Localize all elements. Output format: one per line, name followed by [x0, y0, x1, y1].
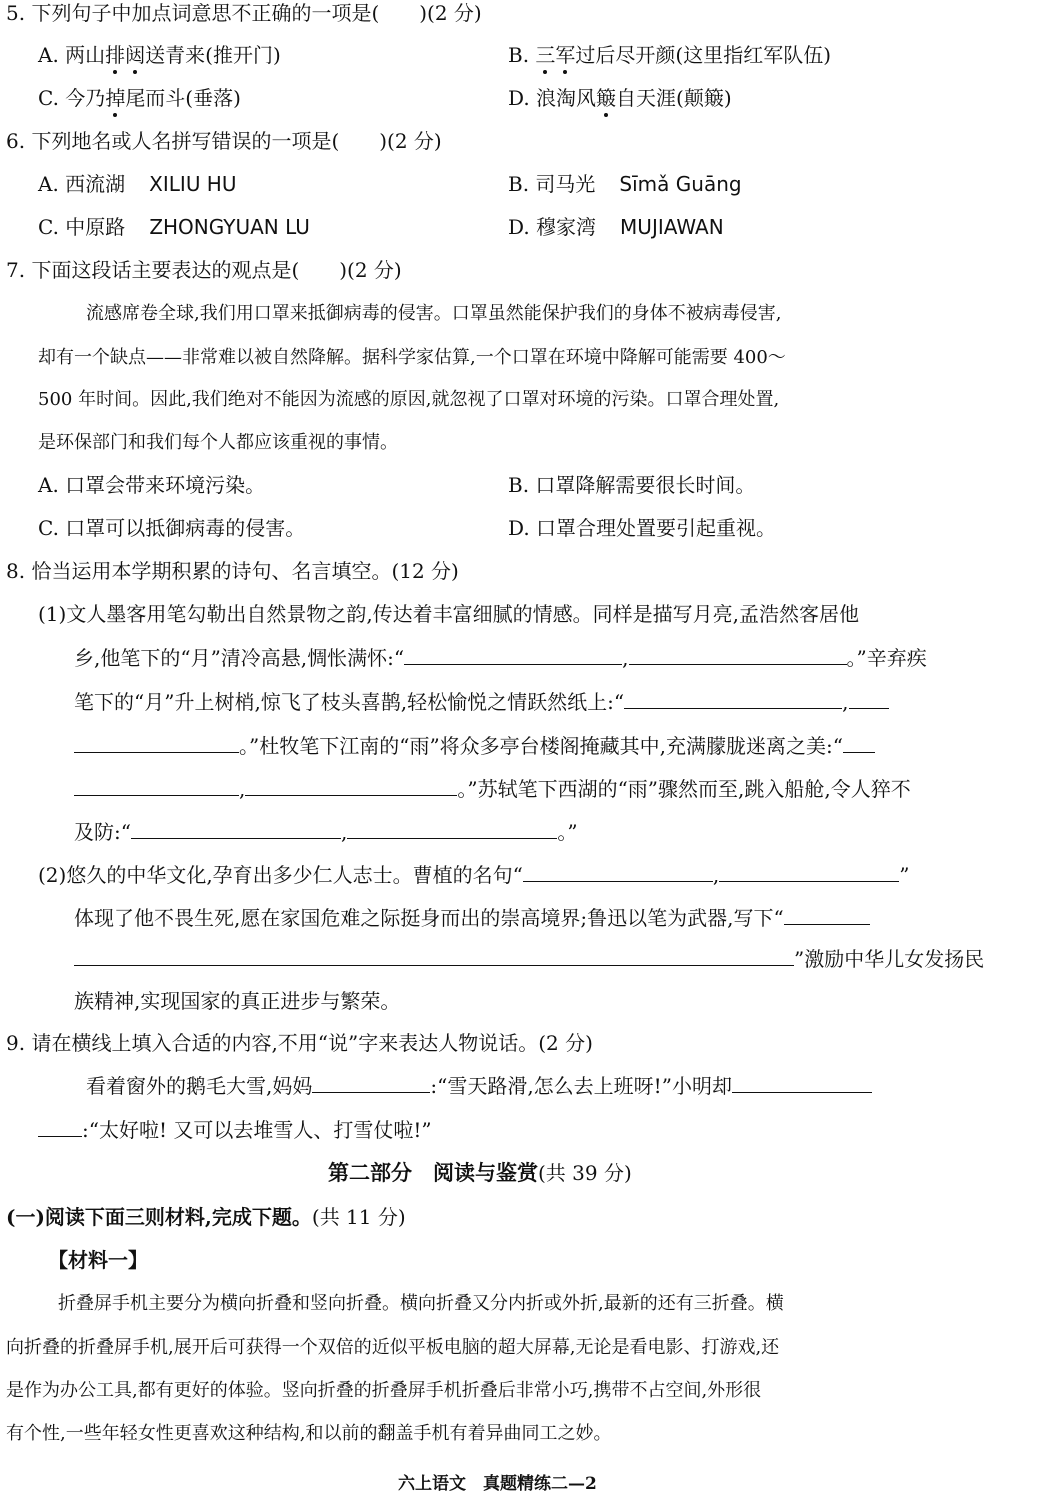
q8-l2-end: 。”辛弃疾 [846, 646, 927, 670]
q8-l2-text: 乡,他笔下的“月”清冷高悬,惆怅满怀:“ [74, 646, 405, 670]
q8-line7 [38, 861, 910, 888]
q7-option-d: D. 口罩合理处置要引起重视。 [508, 516, 777, 540]
q6-option-a [38, 171, 237, 197]
q5-c-post: 尾而斗(垂落) [125, 86, 241, 110]
part2-heading [328, 1160, 632, 1186]
q5-option-c [38, 85, 241, 111]
answer-blank[interactable] [624, 688, 842, 709]
page-footer: 六上语文 真题精练二—2 [398, 1474, 597, 1494]
q8-l7-comma: , [712, 863, 720, 887]
q8-l6-end: 。” [557, 820, 578, 844]
q5-option-a [38, 42, 281, 68]
q7-passage-line1: 流感席卷全球,我们用口罩来抵御病毒的侵害。口罩虽然能保护我们的身体不被病毒侵害, [86, 303, 782, 324]
q5-b-dot1: 三 [535, 43, 556, 67]
q8-line2 [74, 644, 927, 671]
q5-b-post: 过后尽开颜(这里指红军队伍) [575, 43, 832, 67]
q8-l8-text: 体现了他不畏生死,愿在家国危难之际挺身而出的崇高境界;鲁迅以笔为武器,写下“ [74, 906, 784, 930]
q8-stem: 8. 恰当运用本学期积累的诗句、名言填空。(12 分) [6, 559, 459, 583]
material1-line4: 有个性,一些年轻女性更喜欢这种结构,和以前的翻盖手机有着异曲同工之妙。 [6, 1423, 612, 1444]
q7-passage-line4: 是环保部门和我们每个人都应该重视的事情。 [38, 432, 398, 453]
q5-option-d [508, 85, 732, 111]
answer-blank[interactable] [719, 861, 899, 882]
q5-b-dot2: 军 [555, 43, 576, 67]
answer-blank[interactable] [38, 1116, 82, 1137]
q8-line6 [74, 818, 578, 845]
q5-a-post: 送青来(推开门) [145, 43, 281, 67]
q5-d-text: D. 浪淘风 [508, 86, 597, 110]
answer-blank[interactable] [74, 945, 794, 966]
answer-blank[interactable] [523, 861, 713, 882]
answer-blank[interactable] [849, 688, 889, 709]
answer-blank[interactable] [74, 732, 239, 753]
q9-line2 [38, 1116, 432, 1143]
q6-option-b [508, 171, 742, 197]
reading1-title: (一)阅读下面三则材料,完成下题。 [6, 1205, 312, 1229]
q7-option-b: B. 口罩降解需要很长时间。 [508, 473, 756, 497]
q8-l5-comma: , [239, 777, 246, 801]
material1-line1: 折叠屏手机主要分为横向折叠和竖向折叠。横向折叠又分内折或外折,最新的还有三折叠。横 [58, 1293, 784, 1314]
q8-line3 [74, 688, 889, 715]
q6-d-cn: D. 穆家湾 [508, 215, 597, 239]
q8-line10: 族精神,实现国家的真正进步与繁荣。 [74, 989, 401, 1013]
q7-stem: 7. 下面这段话主要表达的观点是( )(2 分) [6, 258, 402, 282]
material1-label: 【材料一】 [48, 1248, 148, 1272]
q6-b-cn: B. 司马光 [508, 172, 596, 196]
q5-c-text: C. 今乃 [38, 86, 106, 110]
q7-passage-line3: 500 年时间。因此,我们绝对不能因为流感的原因,就忽视了口罩对环境的污染。口罩合理处置, [38, 389, 780, 410]
q5-d-post: 自天涯(颠簸) [616, 86, 732, 110]
q8-l7-text: (2)悠久的中华文化,孕育出多少仁人志士。曹植的名句“ [38, 863, 523, 887]
q5-stem: 5. 下列句子中加点词意思不正确的一项是( )(2 分) [6, 1, 482, 25]
answer-blank[interactable] [843, 732, 875, 753]
q8-line8 [74, 904, 870, 931]
q8-l4-text: 。”杜牧笔下江南的“雨”将众多亭台楼阁掩藏其中,充满朦胧迷离之美:“ [239, 734, 843, 758]
q8-l5-text: 。”苏轼笔下西湖的“雨”骤然而至,跳入船舱,令人猝不 [457, 777, 911, 801]
q9-l2-text: :“太好啦! 又可以去堆雪人、打雪仗啦!” [82, 1118, 432, 1142]
q8-line5 [74, 775, 911, 802]
q5-a-dot1: 排 [105, 43, 126, 67]
q5-d-dot1: 簸 [596, 86, 617, 110]
material1-line3: 是作为办公工具,都有更好的体验。竖向折叠的折叠屏手机折叠后非常小巧,携带不占空间,外形很 [6, 1380, 762, 1401]
q7-option-a: A. 口罩会带来环境污染。 [38, 473, 266, 497]
q8-l7-end: ” [899, 863, 910, 887]
q6-option-d [508, 214, 724, 240]
answer-blank[interactable] [732, 1072, 872, 1093]
q6-d-pinyin: MUJIAWAN [620, 215, 724, 239]
material1-line2: 向折叠的折叠屏手机,展开后可获得一个双倍的近似平板电脑的超大屏幕,无论是看电影、打游戏,还 [6, 1337, 780, 1358]
q8-l6-text: 及防:“ [74, 820, 131, 844]
q9-l1-text: 看着窗外的鹅毛大雪,妈妈 [86, 1074, 313, 1098]
reading1-heading [6, 1204, 406, 1230]
q8-line9 [74, 945, 984, 972]
q8-line4 [74, 732, 875, 759]
q5-c-dot1: 掉 [105, 86, 126, 110]
q8-l3-text: 笔下的“月”升上树梢,惊飞了枝头喜鹊,轻松愉悦之情跃然纸上:“ [74, 690, 625, 714]
part2-title: 第二部分 阅读与鉴赏 [328, 1160, 538, 1185]
q9-line1 [86, 1072, 872, 1099]
q6-a-pinyin: XILIU HU [149, 172, 237, 196]
answer-blank[interactable] [629, 644, 847, 665]
answer-blank[interactable] [347, 818, 557, 839]
answer-blank[interactable] [404, 644, 622, 665]
q5-option-b [508, 42, 831, 68]
q7-passage-line2: 却有一个缺点——非常难以被自然降解。据科学家估算,一个口罩在环境中降解可能需要 400～ [38, 347, 786, 368]
q9-stem: 9. 请在横线上填入合适的内容,不用“说”字来表达人物说话。(2 分) [6, 1031, 593, 1055]
q5-b-text: B. [508, 43, 536, 67]
q6-b-pinyin: Sīmǎ Guāng [619, 172, 742, 196]
q6-c-pinyin: ZHONGYUAN LU [149, 215, 310, 239]
answer-blank[interactable] [74, 775, 239, 796]
reading1-score: (共 11 分) [311, 1205, 406, 1229]
answer-blank[interactable] [312, 1072, 430, 1093]
part2-score: (共 39 分) [538, 1161, 632, 1185]
q5-a-dot2: 闼 [125, 43, 146, 67]
q6-c-cn: C. 中原路 [38, 215, 126, 239]
answer-blank[interactable] [784, 904, 870, 925]
q8-l2-comma: , [622, 646, 629, 670]
q5-a-text: A. 两山 [38, 43, 106, 67]
q6-stem: 6. 下列地名或人名拼写错误的一项是( )(2 分) [6, 129, 442, 153]
q7-option-c: C. 口罩可以抵御病毒的侵害。 [38, 516, 306, 540]
q8-l6-comma: , [340, 820, 348, 844]
q6-a-cn: A. 西流湖 [38, 172, 126, 196]
q6-option-c [38, 214, 310, 240]
answer-blank[interactable] [245, 775, 457, 796]
q8-l9-text: ”激励中华儿女发扬民 [794, 947, 985, 971]
q9-l1-text2: :“雪天路滑,怎么去上班呀!”小明却 [430, 1074, 732, 1098]
q8-line1: (1)文人墨客用笔勾勒出自然景物之韵,传达着丰富细腻的情感。同样是描写月亮,孟浩然客居他 [38, 602, 860, 626]
answer-blank[interactable] [131, 818, 341, 839]
q8-l3-comma: , [842, 690, 849, 714]
